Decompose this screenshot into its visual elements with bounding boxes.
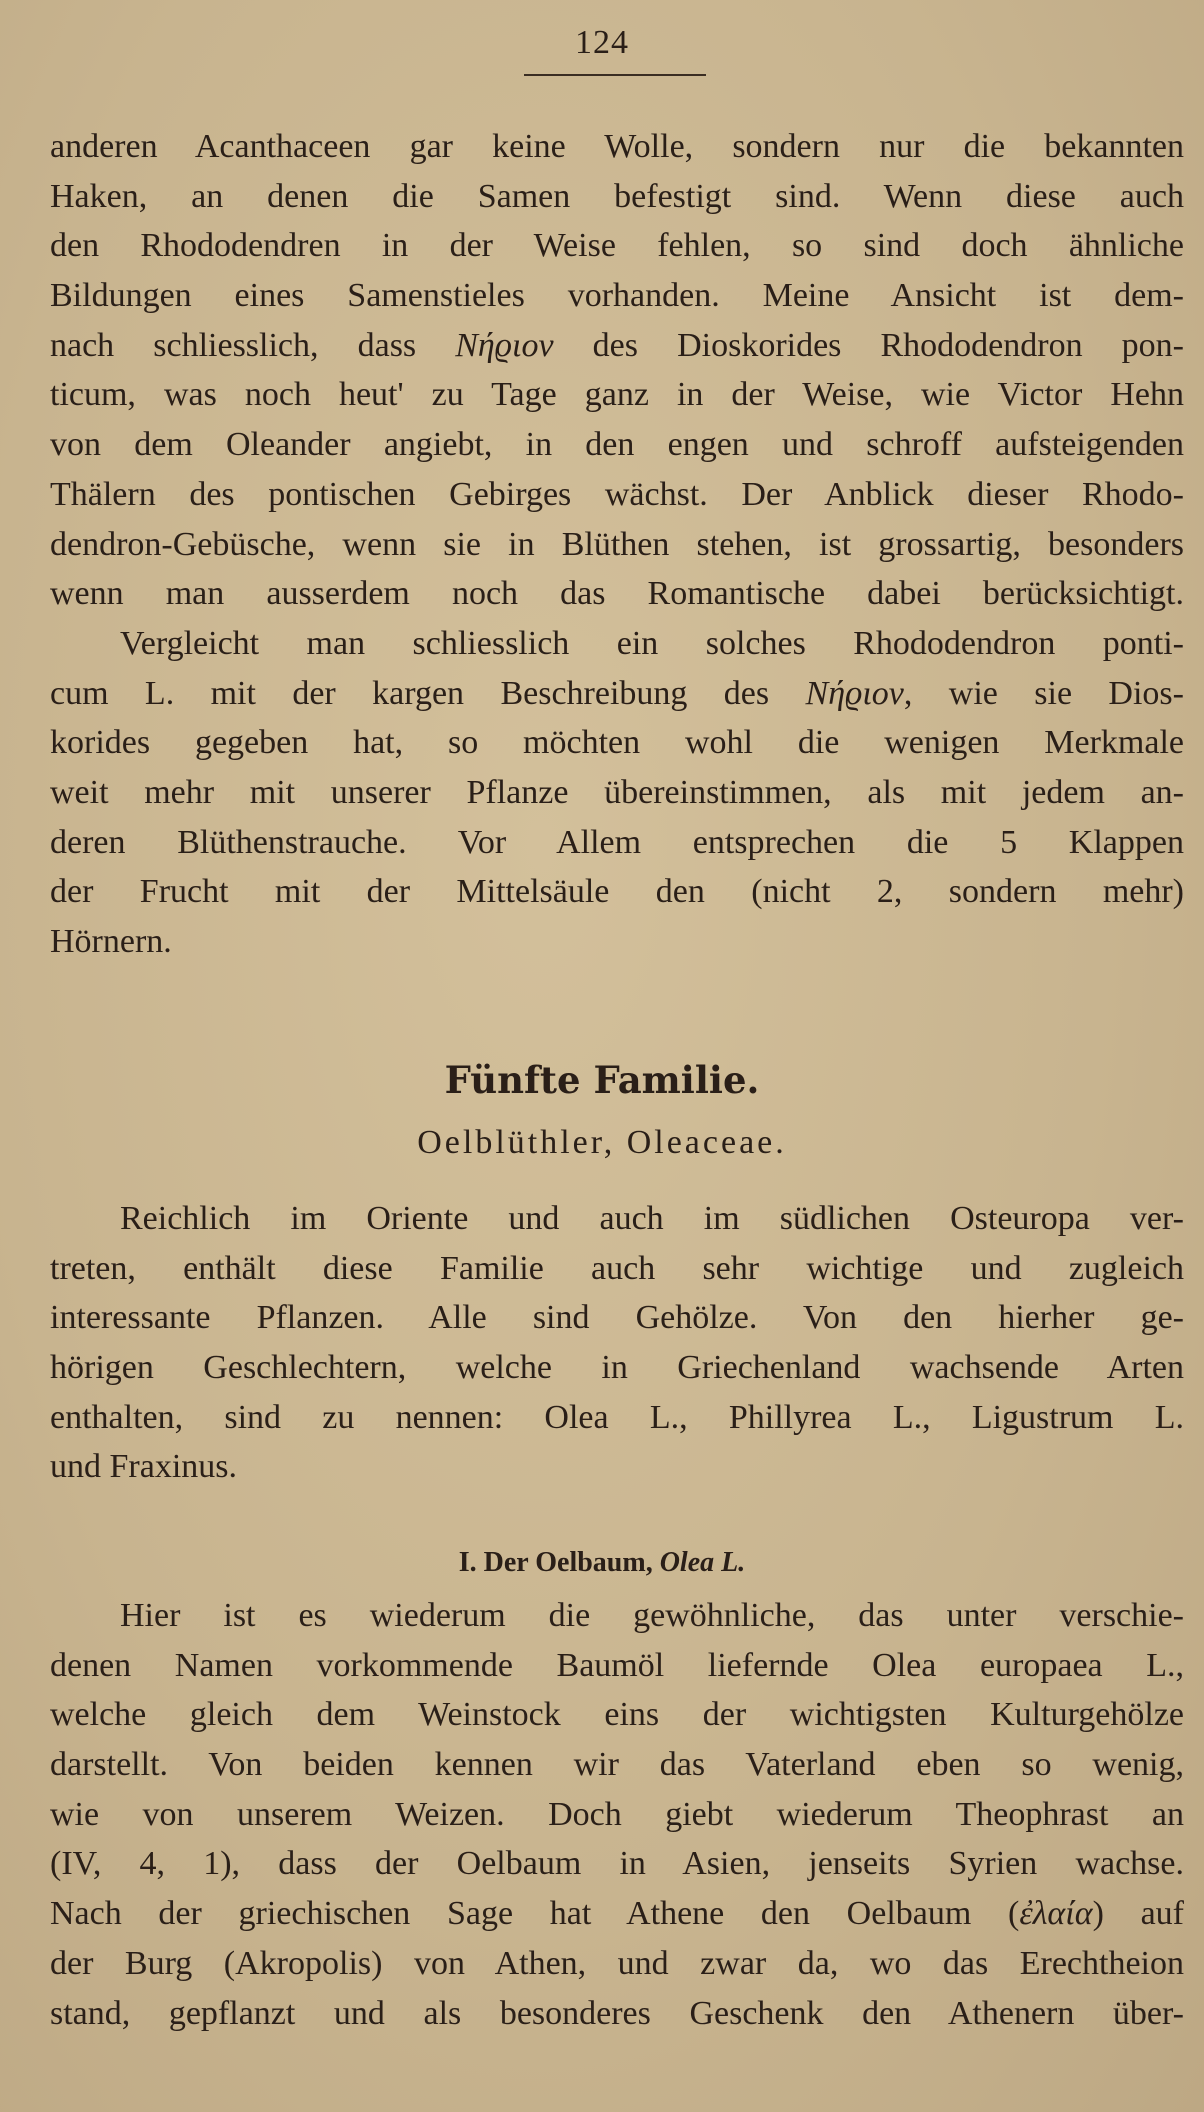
text-line: deren Blüthenstrauche. Vor Allem entsprechen die 5 Klappen	[50, 823, 1184, 861]
text-segment: nach schliesslich, dass	[50, 326, 456, 364]
text-line: Vergleicht man schliesslich ein solches Rhododendron ponti-	[120, 625, 1184, 662]
text-line: Bildungen eines Samenstieles vorhanden. Meine Ansicht ist dem-	[50, 277, 1184, 315]
greek-word: Νήϱιον	[805, 674, 904, 712]
page-number: 124	[575, 24, 629, 61]
paragraph-4	[50, 1591, 1184, 2038]
text-line: (IV, 4, 1), dass der Oelbaum in Asien, jenseits Syrien wachse.	[50, 1845, 1184, 1883]
text-line: korides gegeben hat, so möchten wohl die wenigen Merkmale	[50, 724, 1184, 762]
text-line: ticum, was noch heut' zu Tage ganz in der Weise, wie Victor Hehn	[50, 376, 1184, 414]
genus-heading-prefix: I. Der Oelbaum,	[458, 1547, 660, 1578]
page-number-rule	[524, 74, 706, 76]
text-line	[50, 1889, 1184, 1939]
text-line: enthalten, sind zu nennen: Olea L., Phillyrea L., Ligustrum L.	[50, 1398, 1184, 1436]
text-line: der Frucht mit der Mittelsäule den (nicht 2, sondern mehr)	[50, 873, 1184, 911]
text-line: Hörnern.	[50, 923, 172, 961]
text-line: dendron-Gebüsche, wenn sie in Blüthen stehen, ist grossartig, besonders	[50, 525, 1184, 563]
genus-heading-latin: Olea L.	[659, 1547, 746, 1578]
text-line: anderen Acanthaceen gar keine Wolle, sondern nur die bekannten	[50, 128, 1184, 165]
paragraph-3	[50, 1194, 1184, 1492]
text-line: wenn man ausserdem noch das Romantische dabei berücksichtigt.	[50, 575, 1184, 613]
text-line: welche gleich dem Weinstock eins der wichtigsten Kulturgehölze	[50, 1696, 1184, 1734]
family-heading: Fünfte Familie.	[444, 1058, 760, 1102]
text-line	[50, 321, 1184, 371]
text-line: darstellt. Von beiden kennen wir das Vaterland eben so wenig,	[50, 1746, 1184, 1784]
text-line: den Rhododendren in der Weise fehlen, so sind doch ähnliche	[50, 227, 1184, 265]
text-segment: cum L. mit der kargen Beschreibung des	[50, 674, 806, 712]
text-segment: Nach der griechischen Sage hat Athene den Oelbaum (	[50, 1895, 1020, 1933]
text-line: wie von unserem Weizen. Doch giebt wiederum Theophrast an	[50, 1795, 1184, 1833]
text-line: der Burg (Akropolis) von Athen, und zwar da, wo das Erechtheion	[50, 1944, 1184, 1982]
paragraph-2	[50, 619, 1184, 967]
text-segment: ) auf	[1092, 1895, 1184, 1933]
text-segment: , wie sie Dios-	[903, 674, 1184, 712]
text-line: von dem Oleander angiebt, in den engen und schroff aufsteigenden	[50, 426, 1184, 464]
text-line: Reichlich im Oriente und auch im südlichen Osteuropa ver-	[120, 1200, 1184, 1237]
text-line: Haken, an denen die Samen befestigt sind. Wenn diese auch	[50, 177, 1184, 215]
text-line: weit mehr mit unserer Pflanze übereinstimmen, als mit jedem an-	[50, 774, 1184, 812]
text-line: treten, enthält diese Familie auch sehr wichtige und zugleich	[50, 1249, 1184, 1287]
paragraph-1	[50, 122, 1184, 619]
family-subheading: Oelblüthler, Oleaceae.	[417, 1124, 787, 1161]
text-line: Hier ist es wiederum die gewöhnliche, das unter verschie-	[120, 1597, 1184, 1634]
text-line	[50, 669, 1184, 719]
text-line: Thälern des pontischen Gebirges wächst. Der Anblick dieser Rhodo-	[50, 475, 1184, 513]
text-line: denen Namen vorkommende Baumöl liefernde Olea europaea L.,	[50, 1646, 1184, 1684]
genus-heading	[0, 1547, 1204, 1579]
greek-word: Νήϱιον	[455, 326, 554, 364]
text-line: stand, gepflanzt und als besonderes Geschenk den Athenern über-	[50, 1994, 1184, 2032]
text-segment: des Dioskorides Rhododendron pon-	[553, 326, 1184, 364]
text-line: interessante Pflanzen. Alle sind Gehölze. Von den hierher ge-	[50, 1299, 1184, 1337]
text-line: hörigen Geschlechtern, welche in Griechenland wachsende Arten	[50, 1349, 1184, 1387]
greek-word: ἐλαία	[1019, 1895, 1093, 1933]
text-line: und Fraxinus.	[50, 1448, 237, 1486]
